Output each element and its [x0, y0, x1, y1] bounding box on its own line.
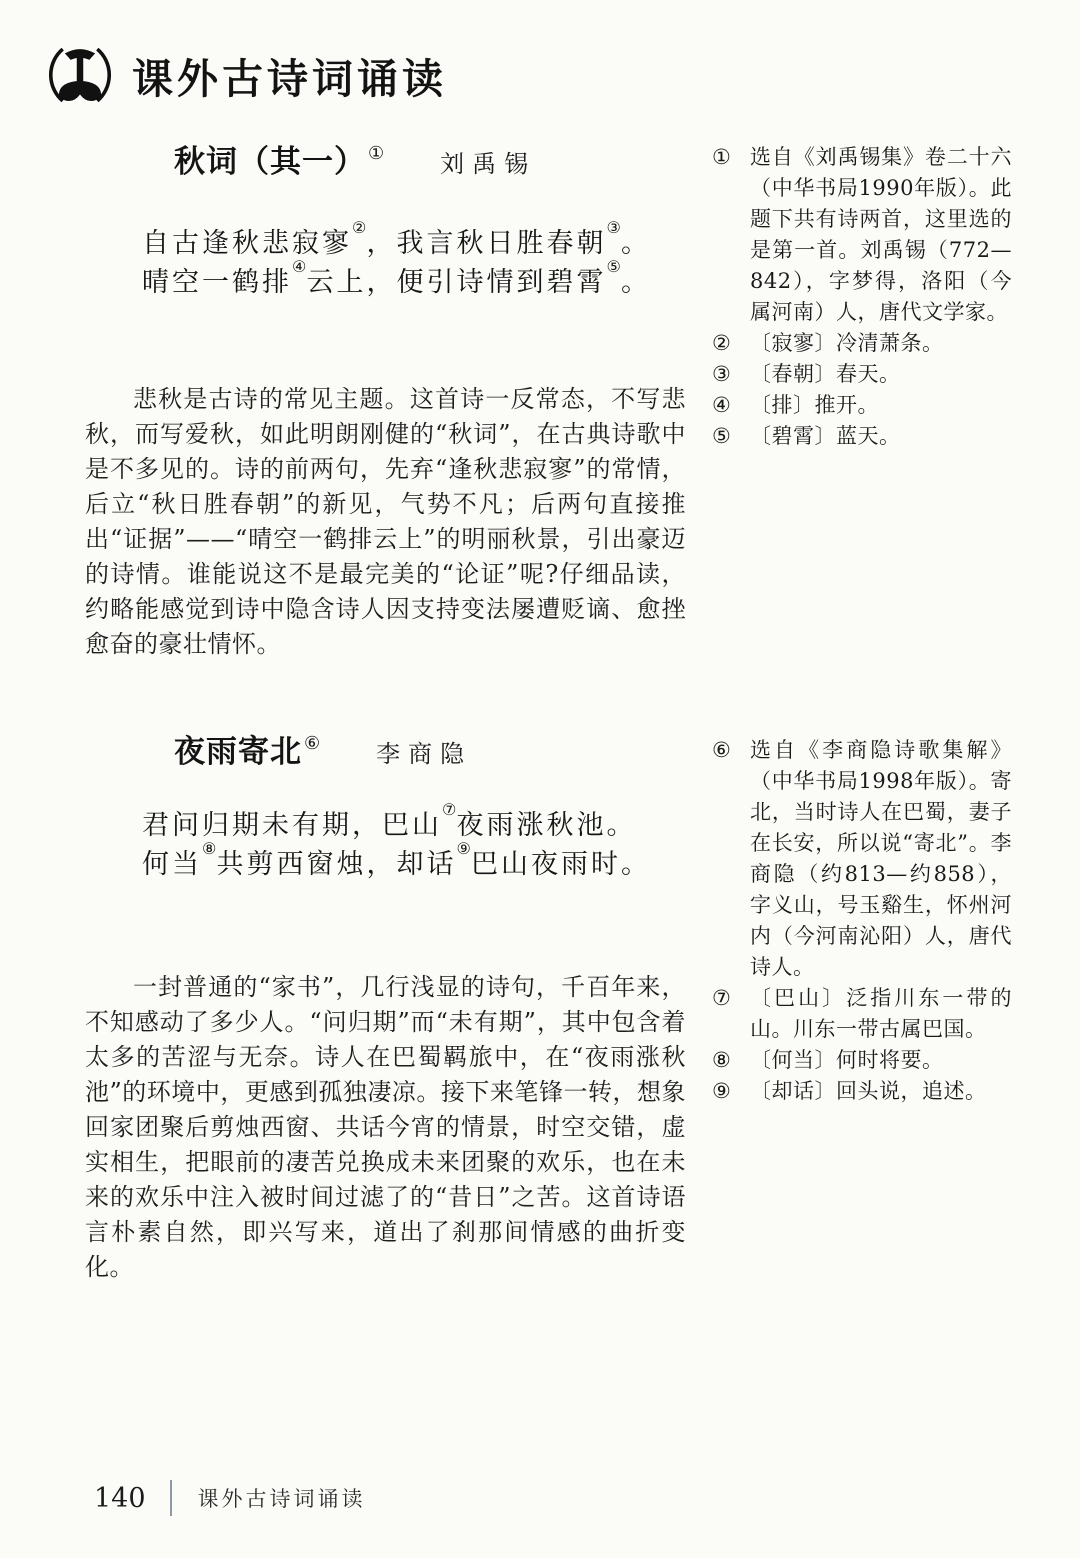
footnote-text: 〔寂寥〕冷清萧条。 — [750, 331, 944, 355]
poem1-verse — [142, 218, 652, 302]
footnote-text: 〔碧霄〕蓝天。 — [750, 424, 901, 448]
textbook-section-logo-icon — [44, 38, 116, 112]
poem2-title: 夜雨寄北 — [174, 734, 302, 770]
footnote — [712, 390, 1012, 421]
footnote-text: 〔何当〕何时将要。 — [750, 1048, 944, 1072]
footnote — [712, 421, 1012, 452]
poem1-commentary: 悲秋是古诗的常见主题。这首诗一反常态，不写悲秋，而写爱秋，如此明朗刚健的“秋词”，在古典诗歌中是不多见的。诗的前两句，先弃“逢秋悲寂寥”的常情，后立“秋日胜春朝”的新见，气势不凡；后两句直接推出“证据”——“晴空一鹤排云上”的明丽秋景，引出豪迈的诗情。谁能说这不是最完美的“论证”呢?仔细品读，约略能感觉到诗中隐含诗人因支持变法屡遭贬谪、愈挫愈奋的豪壮情怀。 — [85, 385, 686, 658]
footnote-text: 选自《刘禹锡集》卷二十六（中华书局1990年版）。此题下共有诗两首，这里选的是第一首。刘禹锡（772—842），字梦得，洛阳（今属河南）人，唐代文学家。 — [750, 145, 1012, 324]
footnote-number: ⑥ — [712, 738, 731, 762]
page-title: 课外古诗词诵读 — [132, 54, 447, 103]
footnote-text: 〔巴山〕泛指川东一带的山。川东一带古属巴国。 — [750, 986, 1012, 1041]
footnote — [712, 1076, 1012, 1107]
footer-section-title: 课外古诗词诵读 — [197, 1487, 366, 1511]
footnote — [712, 328, 1012, 359]
poem1-header — [174, 136, 536, 181]
page-number: 140 — [94, 1482, 146, 1514]
poem1-title-footnote-ref: ① — [368, 143, 385, 164]
page-header — [44, 38, 447, 112]
page-footer — [94, 1480, 366, 1516]
footnote-number: ⑨ — [712, 1079, 731, 1103]
footnote-number: ④ — [712, 393, 731, 417]
footer-divider — [170, 1480, 172, 1516]
poem1-author: 刘禹锡 — [440, 150, 537, 178]
footnote-number: ⑦ — [712, 986, 731, 1010]
footnote-number: ⑤ — [712, 424, 731, 448]
footnote-number: ⑧ — [712, 1048, 731, 1072]
poem2-author: 李商隐 — [376, 740, 473, 768]
footnote-text: 选自《李商隐诗歌集解》（中华书局1998年版）。寄北，当时诗人在巴蜀，妻子在长安，所以说“寄北”。李商隐（约813—约858），字义山，号玉谿生，怀州河内（今河南沁阳）人，唐代诗人。 — [750, 738, 1012, 979]
footnote-number: ① — [712, 145, 731, 169]
poem2-title-footnote-ref: ⑥ — [304, 733, 321, 754]
footnote — [712, 142, 1012, 328]
poem2-header — [174, 726, 472, 771]
poem2-verse — [142, 800, 652, 884]
poem2-line2: 何当⑧共剪西窗烛，却话⑨巴山夜雨时。 — [142, 839, 652, 880]
poem2-line1: 君问归期未有期，巴山⑦夜雨涨秋池。 — [142, 800, 637, 841]
footnotes-poem1 — [712, 142, 1012, 452]
footnote-text: 〔排〕推开。 — [750, 393, 879, 417]
footnotes-poem2 — [712, 735, 1012, 1107]
footnote-text: 〔却话〕回头说，追述。 — [750, 1079, 987, 1103]
poem2-commentary: 一封普通的“家书”，几行浅显的诗句，千百年来，不知感动了多少人。“问归期”而“未有期”，其中包含着太多的苦涩与无奈。诗人在巴蜀羁旅中，在“夜雨涨秋池”的环境中，更感到孤独凄凉。接下来笔锋一转，想象回家团聚后剪烛西窗、共话今宵的情景，时空交错，虚实相生，把眼前的凄苦兑换成未来团聚的欢乐，也在未来的欢乐中注入被时间过滤了的“昔日”之苦。这首诗语言朴素自然，即兴写来，道出了刹那间情感的曲折变化。 — [85, 973, 686, 1281]
poem1-line1: 自古逢秋悲寂寥②，我言秋日胜春朝③。 — [142, 218, 652, 259]
footnote — [712, 735, 1012, 983]
footnote — [712, 983, 1012, 1045]
footnote-text: 〔春朝〕春天。 — [750, 362, 901, 386]
poem1-line2: 晴空一鹤排④云上，便引诗情到碧霄⑤。 — [142, 257, 652, 298]
poem1-title: 秋词（其一） — [174, 144, 366, 180]
footnote-number: ② — [712, 331, 731, 355]
footnote — [712, 1045, 1012, 1076]
footnote-number: ③ — [712, 362, 731, 386]
footnote — [712, 359, 1012, 390]
